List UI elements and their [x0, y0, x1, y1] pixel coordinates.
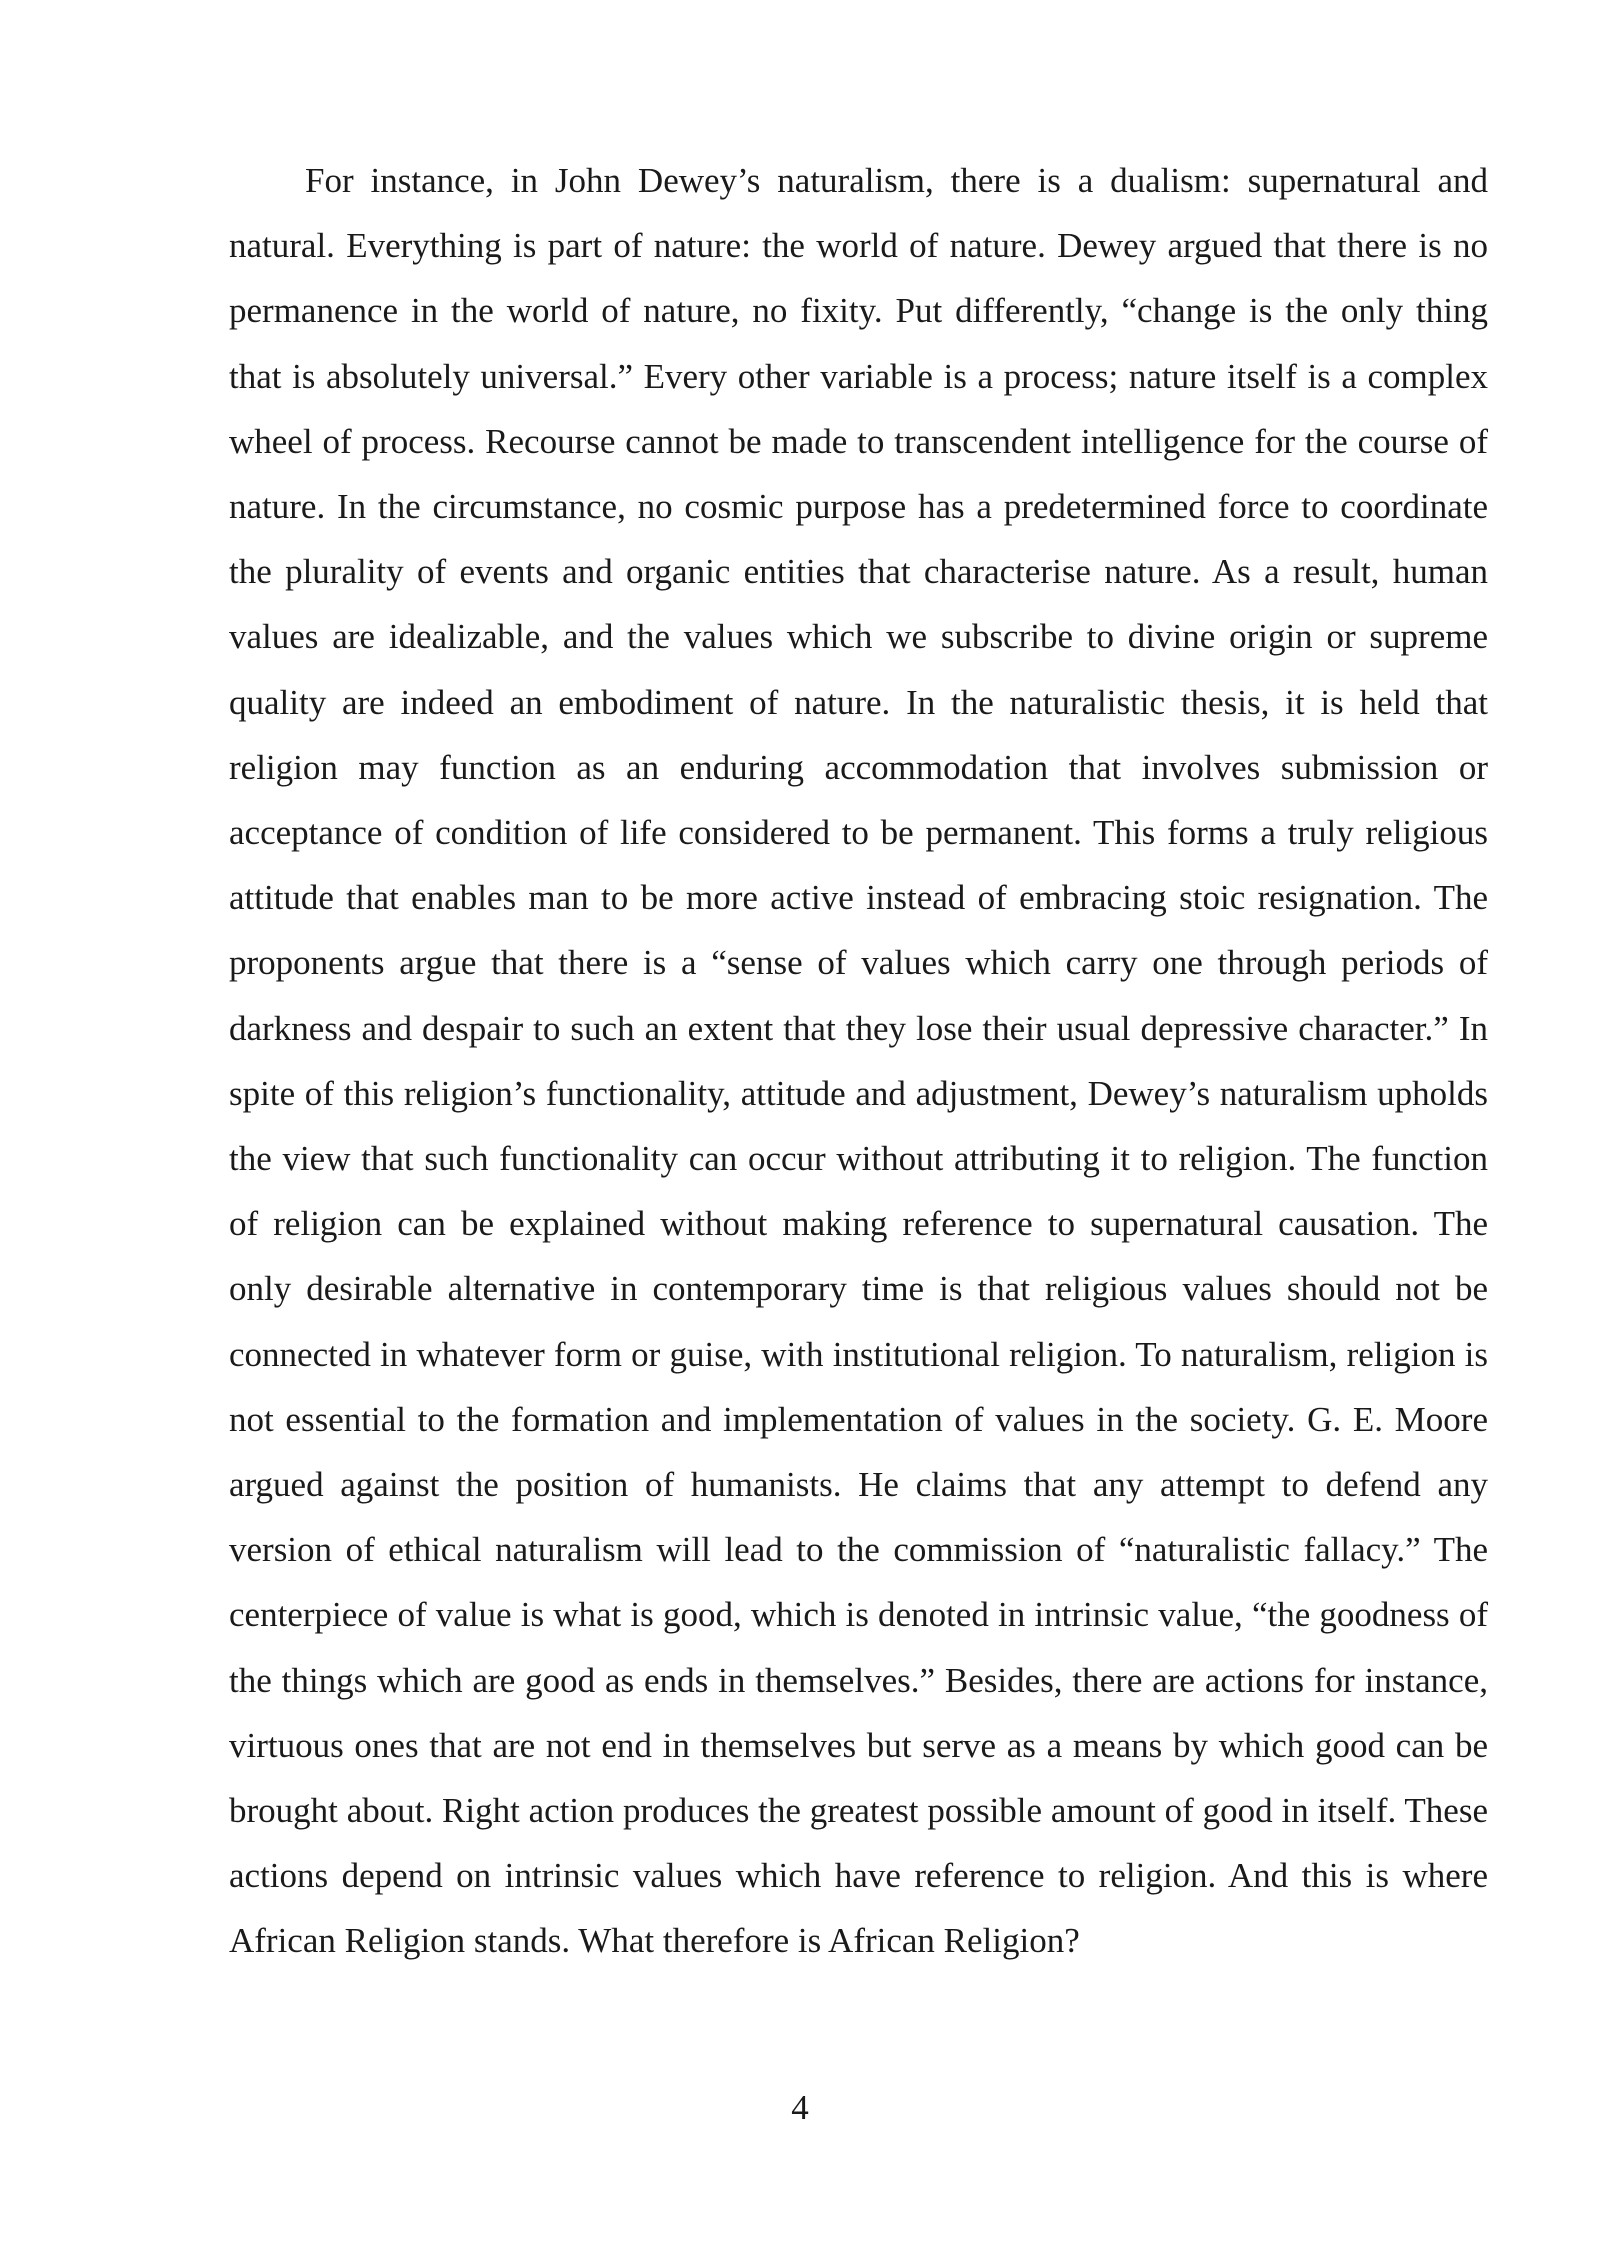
page-number: 4	[791, 2088, 809, 2127]
body-paragraph: For instance, in John Dewey’s naturalism, there is a dualism: supernatural and natural. Everything is part of nature: the world of nature. Dewey argued that there is no permanence in the world of nature, no fixity. Put differently, “change is the only thing that is absolutely universal.” Every other variable is a process; nature itself is a complex wheel of process. Recourse cannot be made to transcendent intelligence for the course of nature. In the circumstance, no cosmic purpose has a predetermined force to coordinate the plurality of events and organic entities that characterise nature. As a result, human values are idealizable, and the values which we subscribe to divine origin or supreme quality are indeed an embodiment of nature. In the naturalistic thesis, it is held that religion may function as an enduring accommodation that involves submission or acceptance of condition of life considered to be permanent. This forms a truly religious attitude that enables man to be more active instead of embracing stoic resignation. The proponents argue that there is a “sense of values which carry one through periods of darkness and despair to such an extent that they lose their usual depressive character.” In spite of this religion’s functionality, attitude and adjustment, Dewey’s naturalism upholds the view that such functionality can occur without attributing it to religion. The function of religion can be explained without making reference to supernatural causation. The only desirable alternative in contemporary time is that religious values should not be connected in whatever form or guise, with institutional religion. To naturalism, religion is not essential to the formation and implementation of values in the society. G. E. Moore argued against the position of humanists. He claims that any attempt to defend any version of ethical naturalism will lead to the commission of “naturalistic fallacy.” The centerpiece of value is what is good, which is denoted in intrinsic value, “the goodness of the things which are good as ends in themselves.” Besides, there are actions for instance, virtuous ones that are not end in themselves but serve as a means by which good can be brought about. Right action produces the greatest possible amount of good in itself. These actions depend on intrinsic values which have reference to religion. And this is where African Religion stands. What therefore is African Religion?	[229, 161, 1488, 1961]
